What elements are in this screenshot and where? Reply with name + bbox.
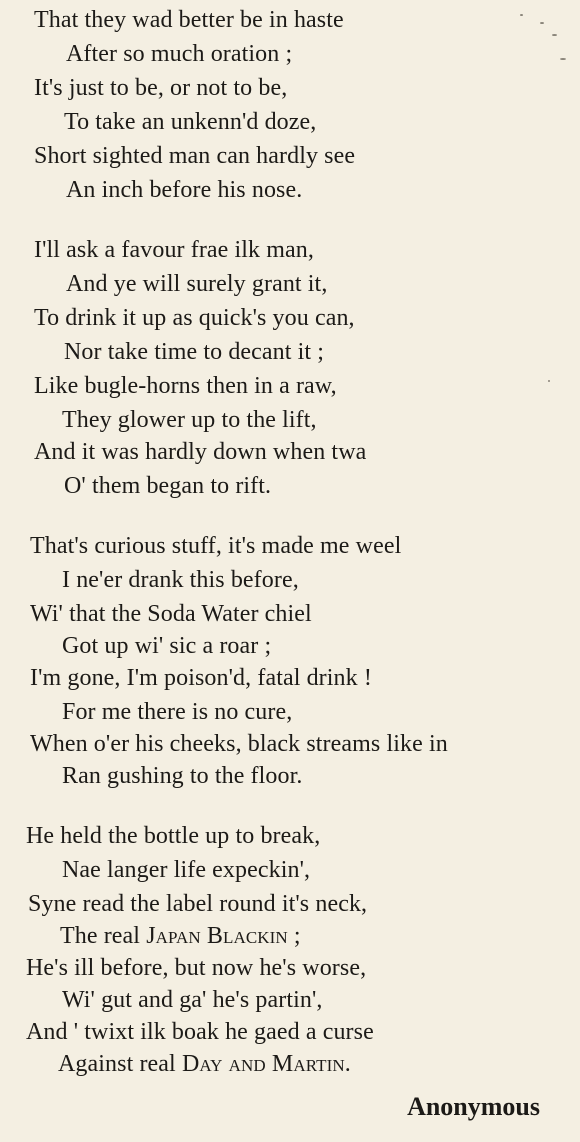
paper-speck xyxy=(520,14,523,16)
poem-line: I'm gone, I'm poison'd, fatal drink ! xyxy=(30,665,372,691)
poem-line xyxy=(58,1048,351,1080)
poem-line: When o'er his cheeks, black streams like in xyxy=(30,731,448,757)
poem-line: And ' twixt ilk boak he gaed a curse xyxy=(26,1019,374,1045)
poem-line-text: . xyxy=(344,1051,351,1077)
poem-line: I'll ask a favour frae ilk man, xyxy=(34,237,314,263)
author-attribution: Anonymous xyxy=(407,1092,540,1121)
poem-line: An inch before his nose. xyxy=(66,177,303,203)
poem-line-text: The real xyxy=(60,923,147,949)
paper-speck xyxy=(552,34,557,36)
poem-line: They glower up to the lift, xyxy=(62,407,317,433)
poem-line: He held the bottle up to break, xyxy=(26,823,321,849)
poem-line: To drink it up as quick's you can, xyxy=(34,305,355,331)
poem-line: He's ill before, but now he's worse, xyxy=(26,955,367,981)
poem-line: Nae langer life expeckin', xyxy=(62,857,311,883)
poem-line: To take an unkenn'd doze, xyxy=(64,109,317,135)
paper-speck xyxy=(548,380,550,382)
poem-line: That's curious stuff, it's made me weel xyxy=(30,533,402,559)
poem-line: And ye will surely grant it, xyxy=(66,271,328,297)
paper-speck xyxy=(540,22,544,24)
poem-line: And it was hardly down when twa xyxy=(34,439,367,465)
poem-line: Nor take time to decant it ; xyxy=(64,339,325,365)
poem-line: I ne'er drank this before, xyxy=(62,567,299,593)
poem-line: O' them began to rift. xyxy=(64,473,272,499)
poem-line: Like bugle-horns then in a raw, xyxy=(34,373,337,399)
poem-line: Ran gushing to the floor. xyxy=(62,763,303,789)
poem-line: After so much oration ; xyxy=(66,41,293,67)
poem-line: Syne read the label round it's neck, xyxy=(28,891,368,917)
poem-line: Short sighted man can hardly see xyxy=(34,143,356,169)
poem-line: Wi' that the Soda Water chiel xyxy=(30,601,312,627)
poem-line: Wi' gut and ga' he's partin', xyxy=(62,987,323,1013)
poem-line xyxy=(60,920,301,952)
poem-line-text: ; xyxy=(287,923,301,949)
poem-line: For me there is no cure, xyxy=(62,699,293,725)
poem-line-text: Against real xyxy=(58,1051,182,1077)
poem-line: It's just to be, or not to be, xyxy=(34,75,288,101)
poem-line: That they wad better be in haste xyxy=(34,7,344,33)
paper-speck xyxy=(560,58,566,60)
poem-line: Got up wi' sic a roar ; xyxy=(62,633,272,659)
product-name: Japan Blackin xyxy=(146,923,288,949)
brand-name: Day and Martin xyxy=(181,1051,345,1077)
